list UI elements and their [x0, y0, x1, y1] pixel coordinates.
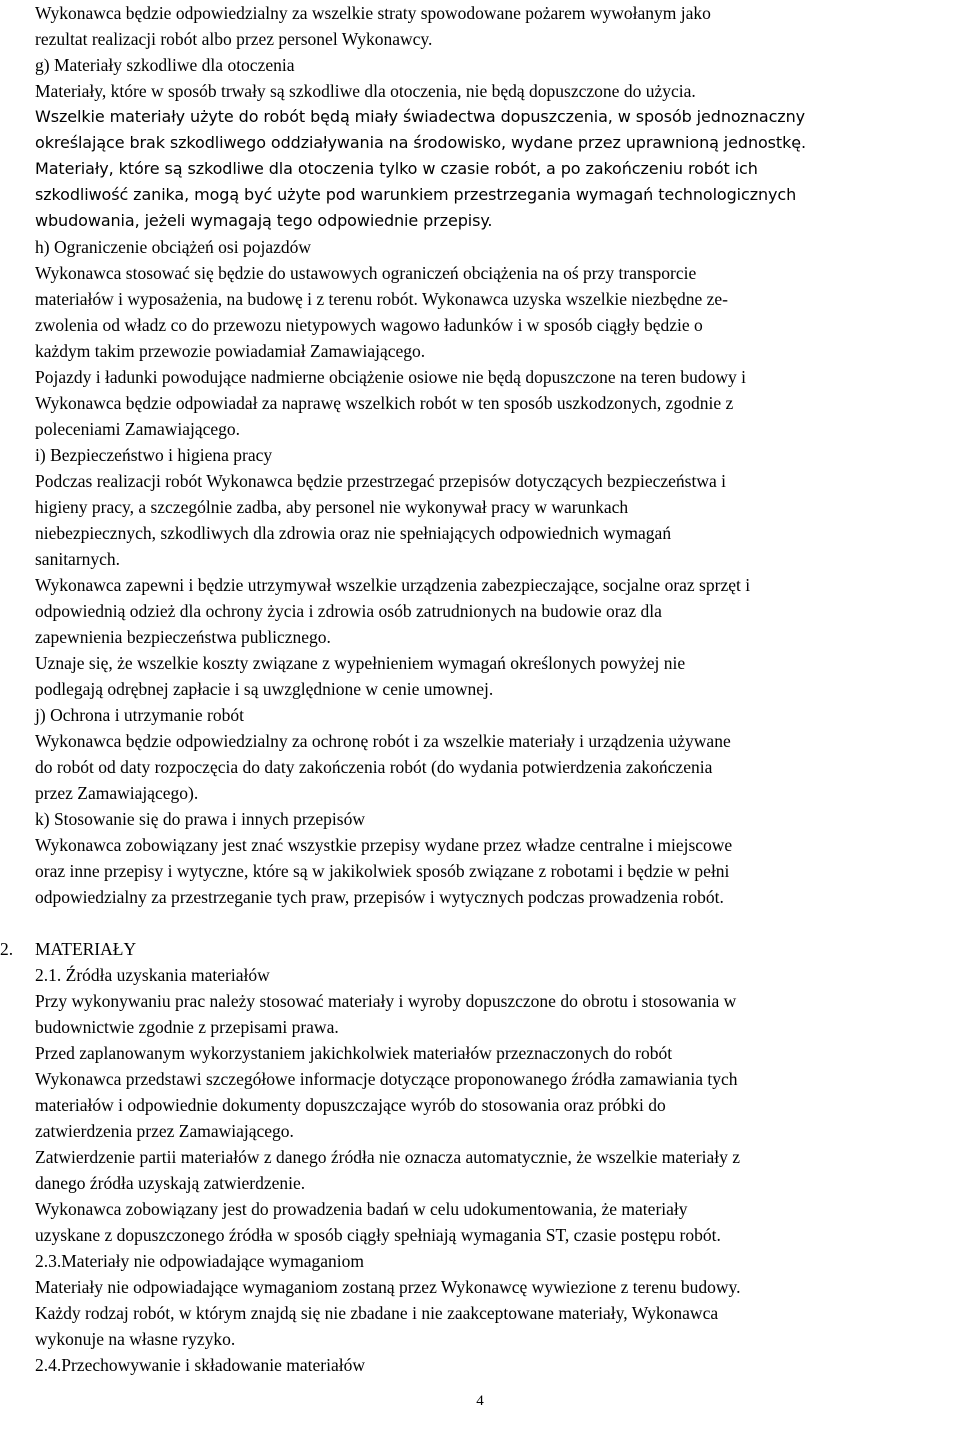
- text-line: j) Ochrona i utrzymanie robót: [35, 705, 244, 725]
- text-line: niebezpiecznych, szkodliwych dla zdrowia oraz nie spełniających odpowiednich wymagań: [35, 523, 672, 543]
- text-line: h) Ograniczenie obciążeń osi pojazdów: [35, 237, 311, 257]
- text-line: Materiały nie odpowiadające wymaganiom zostaną przez Wykonawcę wywiezione z terenu budowy.: [35, 1277, 741, 1297]
- page-number: 4: [476, 1393, 484, 1409]
- text-line: przez Zamawiającego).: [35, 783, 199, 803]
- text-line: oraz inne przepisy i wytyczne, które są w jakikolwiek sposób związane z robotami i będzie w pełni: [35, 861, 730, 881]
- text-line: 2.1. Źródła uzyskania materiałów: [35, 965, 270, 985]
- text-line: Zatwierdzenie partii materiałów z danego źródła nie oznacza automatycznie, że wszelkie materiały z: [35, 1147, 740, 1167]
- text-line: podlegają odrębnej zapłacie i są uwzględnione w cenie umownej.: [35, 679, 494, 699]
- text-line: do robót od daty rozpoczęcia do daty zakończenia robót (do wydania potwierdzenia zakończenia: [35, 757, 713, 777]
- text-line: określające brak szkodliwego oddziaływania na środowisko, wydane przez uprawnioną jednostkę.: [35, 133, 806, 152]
- text-line: Przy wykonywaniu prac należy stosować materiały i wyroby dopuszczone do obrotu i stosowania w: [35, 991, 737, 1011]
- section-number: 2.: [0, 939, 14, 959]
- text-line: Wykonawca będzie odpowiedzialny za wszelkie straty spowodowane pożarem wywołanym jako: [35, 3, 711, 23]
- text-line: Każdy rodzaj robót, w którym znajdą się nie zbadane i nie zaakceptowane materiały, Wykonawca: [35, 1303, 719, 1323]
- text-line: Wykonawca zobowiązany jest do prowadzenia badań w celu udokumentowania, że materiały: [35, 1199, 688, 1219]
- text-line: Wykonawca będzie odpowiadał za naprawę wszelkich robót w ten sposób uszkodzonych, zgodnie z: [35, 393, 734, 413]
- text-line: Wykonawca zapewni i będzie utrzymywał wszelkie urządzenia zabezpieczające, socjalne oraz sprzęt i: [35, 575, 751, 595]
- text-line: i) Bezpieczeństwo i higiena pracy: [35, 445, 273, 465]
- text-line: Wykonawca przedstawi szczegółowe informacje dotyczące proponowanego źródła zamawiania tych: [35, 1069, 738, 1089]
- text-line: 2.3.Materiały nie odpowiadające wymaganiom: [35, 1251, 364, 1271]
- text-line: uzyskane z dopuszczonego źródła w sposób ciągły spełniają wymagania ST, czasie postępu robót.: [35, 1225, 721, 1245]
- text-line: Pojazdy i ładunki powodujące nadmierne obciążenie osiowe nie będą dopuszczone na teren budowy i: [35, 367, 746, 387]
- text-line: zatwierdzenia przez Zamawiającego.: [35, 1121, 294, 1141]
- text-line: Uznaje się, że wszelkie koszty związane z wypełnieniem wymagań określonych powyżej nie: [35, 653, 686, 673]
- text-line: Wykonawca stosować się będzie do ustawowych ograniczeń obciążenia na oś przy transporcie: [35, 263, 697, 283]
- sans-block: [35, 104, 957, 234]
- text-line: poleceniami Zamawiającego.: [35, 419, 241, 439]
- text-line: Materiały, które są szkodliwe dla otoczenia tylko w czasie robót, a po zakończeniu robót ich: [35, 159, 758, 178]
- text-line: zapewnienia bezpieczeństwa publicznego.: [35, 627, 331, 647]
- section-heading: [0, 936, 957, 962]
- text-line: g) Materiały szkodliwe dla otoczenia: [35, 55, 295, 75]
- text-line: Wszelkie materiały użyte do robót będą miały świadectwa dopuszczenia, w sposób jednoznaczny: [35, 107, 806, 126]
- section-title: MATERIAŁY: [35, 939, 137, 959]
- text-line: 2.4.Przechowywanie i składowanie materiałów: [35, 1355, 365, 1375]
- text-line: Materiały, które w sposób trwały są szkodliwe dla otoczenia, nie będą dopuszczone do użycia.: [35, 81, 696, 101]
- text-line: wbudowania, jeżeli wymagają tego odpowiednie przepisy.: [35, 211, 493, 230]
- text-line: budownictwie zgodnie z przepisami prawa.: [35, 1017, 339, 1037]
- text-line: rezultat realizacji robót albo przez personel Wykonawcy.: [35, 29, 433, 49]
- text-line: odpowiedzialny za przestrzeganie tych praw, przepisów i wytycznych podczas prowadzenia robót.: [35, 887, 724, 907]
- text-line: higieny pracy, a szczególnie zadba, aby personel nie wykonywał pracy w warunkach: [35, 497, 629, 517]
- text-line: sanitarnych.: [35, 549, 121, 569]
- text-line: każdym takim przewozie powiadamiał Zamawiającego.: [35, 341, 426, 361]
- text-line: materiałów i wyposażenia, na budowę i z terenu robót. Wykonawca uzyska wszelkie niezbędne ze-: [35, 289, 729, 309]
- intro-block: [35, 0, 957, 104]
- text-line: k) Stosowanie się do prawa i innych przepisów: [35, 809, 365, 829]
- text-line: szkodliwość zanika, mogą być użyte pod warunkiem przestrzegania wymagań technologicznych: [35, 185, 797, 204]
- text-line: danego źródła uzyskają zatwierdzenie.: [35, 1173, 306, 1193]
- text-line: materiałów i odpowiednie dokumenty dopuszczające wyrób do stosowania oraz próbki do: [35, 1095, 666, 1115]
- text-line: wykonuje na własne ryzyko.: [35, 1329, 236, 1349]
- body-block: [35, 234, 957, 910]
- text-line: odpowiednią odzież dla ochrony życia i zdrowia osób zatrudnionych na budowie oraz dla: [35, 601, 662, 621]
- section-gap: [35, 910, 957, 936]
- text-line: Wykonawca zobowiązany jest znać wszystkie przepisy wydane przez władze centralne i miejscowe: [35, 835, 733, 855]
- text-line: zwolenia od władz co do przewozu nietypowych wagowo ładunków i w sposób ciągły będzie o: [35, 315, 703, 335]
- text-line: Podczas realizacji robót Wykonawca będzie przestrzegać przepisów dotyczących bezpieczeństwa i: [35, 471, 726, 491]
- text-line: Przed zaplanowanym wykorzystaniem jakichkolwiek materiałów przeznaczonych do robót: [35, 1043, 673, 1063]
- section-block: [35, 962, 957, 1378]
- text-line: Wykonawca będzie odpowiedzialny za ochronę robót i za wszelkie materiały i urządzenia używane: [35, 731, 731, 751]
